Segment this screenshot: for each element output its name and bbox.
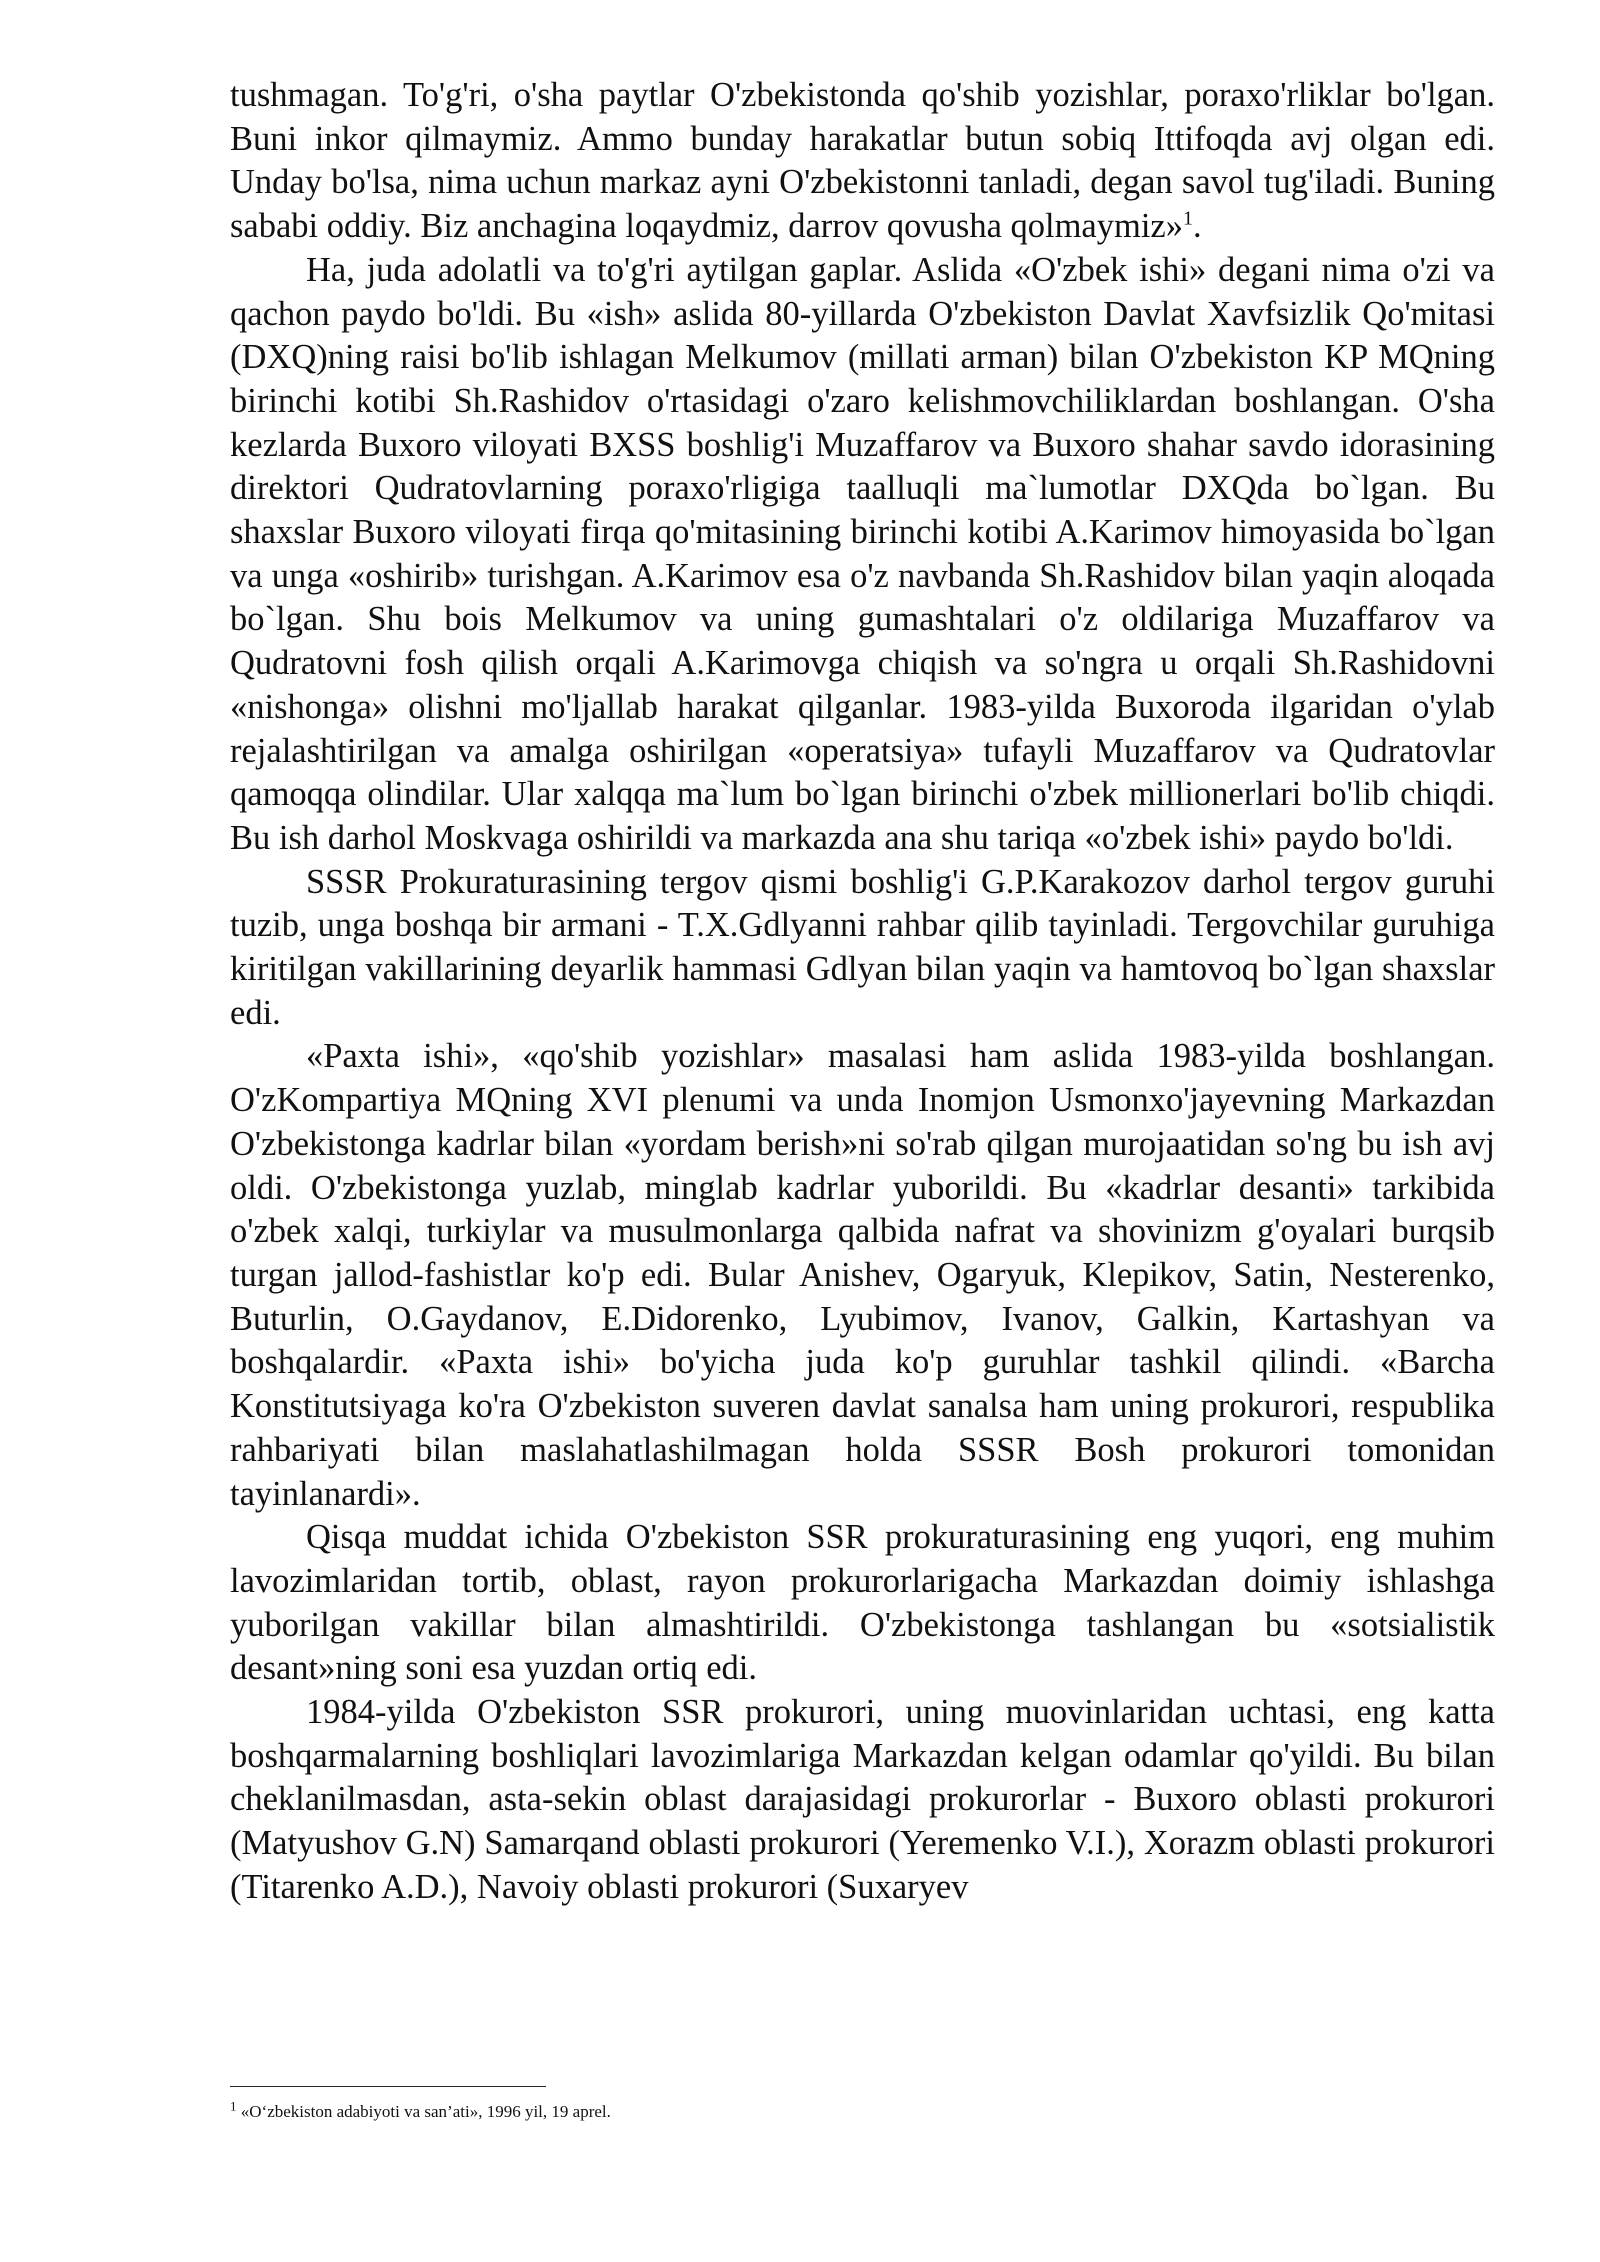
paragraph-5: Qisqa muddat ichida O'zbekiston SSR prokuraturasining eng yuqori, eng muhim lavozimlaridan tortib, oblast, rayon prokurorlarigacha Markazdan doimiy ishlashga yuborilgan vakillar bilan almashtirildi. O'zbekistonga tashlangan bu «sotsialistik desant»ning soni esa yuzdan ortiq edi. (230, 1518, 1495, 1688)
footnote-divider (230, 2086, 546, 2087)
paragraph-4: «Paxta ishi», «qo'shib yozishlar» masalasi ham aslida 1983-yilda boshlangan. O'zKompartiya MQning XVI plenumi va unda Inomjon Usmonxo'jayevning Markazdan O'zbekistonga kadrlar bilan «yordam berish»ni so'rab qilgan murojaatidan so'ng bu ish avj oldi. O'zbekistonga yuzlab, minglab kadrlar yuborildi. Bu «kadrlar desanti» tarkibida o'zbek xalqi, turkiylar va musulmonlarga qalbida nafrat va shovinizm g'oyalari burqsib turgan jallod-fashistlar ko'p edi. Bular Anishev, Ogaryuk, Klepikov, Satin, Nesterenko, Buturlin, O.Gaydanov, E.Didorenko, Lyubimov, Ivanov, Galkin, Kartashyan va boshqalardir. «Paxta ishi» bo'yicha juda ko'p guruhlar tashkil qilindi. «Barcha Konstitutsiyaga ko'ra O'zbekiston suveren davlat sanalsa ham uning prokurori, respublika rahbariyati bilan maslahatlashilmagan holda SSSR Bosh prokurori tomonidan tayinlanardi». (230, 1037, 1495, 1513)
footnote-reference: 1 (1182, 207, 1193, 230)
footnote-marker: 1 (230, 2098, 237, 2114)
paragraph-1 (230, 74, 1495, 249)
paragraph-1-tail: . (1192, 207, 1202, 246)
body-text (230, 74, 1495, 1910)
paragraph-1-text: tushmagan. To'g'ri, o'sha paytlar O'zbekistonda qo'shib yozishlar, poraxo'rliklar bo'lgan. Buni inkor qilmaymiz. Ammo bunday harakatlar butun sobiq Ittifoqda avj olgan edi. Unday bo'lsa, nima uchun markaz ayni O'zbekistonni tanladi, degan savol tug'iladi. Buning sababi oddiy. Biz anchagina loqaydmiz, darrov qovusha qolmaymiz» (230, 76, 1495, 246)
footnote (230, 2100, 1495, 2124)
paragraph-2: Ha, juda adolatli va to'g'ri aytilgan gaplar. Aslida «O'zbek ishi» degani nima o'zi va qachon paydo bo'ldi. Bu «ish» aslida 80-yillarda O'zbekiston Davlat Xavfsizlik Qo'mitasi (DXQ)ning raisi bo'lib ishlagan Melkumov (millati arman) bilan O'zbekiston KP MQning birinchi kotibi Sh.Rashidov o'rtasidagi o'zaro kelishmovchiliklardan boshlangan. O'sha kezlarda Buxoro viloyati BXSS boshlig'i Muzaffarov va Buxoro shahar savdo idorasining direktori Qudratovlarning poraxo'rligiga taalluqli ma`lumotlar DXQda bo`lgan. Bu shaxslar Buxoro viloyati firqa qo'mitasining birinchi kotibi A.Karimov himoyasida bo`lgan va unga «oshirib» turishgan. A.Karimov esa o'z navbanda Sh.Rashidov bilan yaqin aloqada bo`lgan. Shu bois Melkumov va uning gumashtalari o'z oldilariga Muzaffarov va Qudratovni fosh qilish orqali A.Karimovga chiqish va so'ngra u orqali Sh.Rashidovni «nishonga» olishni mo'ljallab harakat qilganlar. 1983-yilda Buxoroda ilgaridan o'ylab rejalashtirilgan va amalga oshirilgan «operatsiya» tufayli Muzaffarov va Qudratovlar qamoqqa olindilar. Ular xalqqa ma`lum bo`lgan birinchi o'zbek millionerlari bo'lib chiqdi. Bu ish darhol Moskvaga oshirildi va markazda ana shu tariqa «o'zbek ishi» paydo bo'ldi. (230, 250, 1495, 857)
footnote-text: «O‘zbekiston adabiyoti va san’ati», 1996 yil, 19 aprel. (240, 2102, 611, 2121)
paragraph-3: SSSR Prokuraturasining tergov qismi boshlig'i G.P.Karakozov darhol tergov guruhi tuzib, unga boshqa bir armani - T.X.Gdlyanni rahbar qilib tayinladi. Tergovchilar guruhiga kiritilgan vakillarining deyarlik hammasi Gdlyan bilan yaqin va hamtovoq bo`lgan shaxslar edi. (230, 862, 1495, 1032)
paragraph-6: 1984-yilda O'zbekiston SSR prokurori, uning muovinlaridan uchtasi, eng katta boshqarmalarning boshliqlari lavozimlariga Markazdan kelgan odamlar qo'yildi. Bu bilan cheklanilmasdan, asta-sekin oblast darajasidagi prokurorlar - Buxoro oblasti prokurori (Matyushov G.N) Samarqand oblasti prokurori (Yeremenko V.I.), Xorazm oblasti prokurori (Titarenko A.D.), Navoiy oblasti prokurori (Suxaryev (230, 1693, 1495, 1906)
